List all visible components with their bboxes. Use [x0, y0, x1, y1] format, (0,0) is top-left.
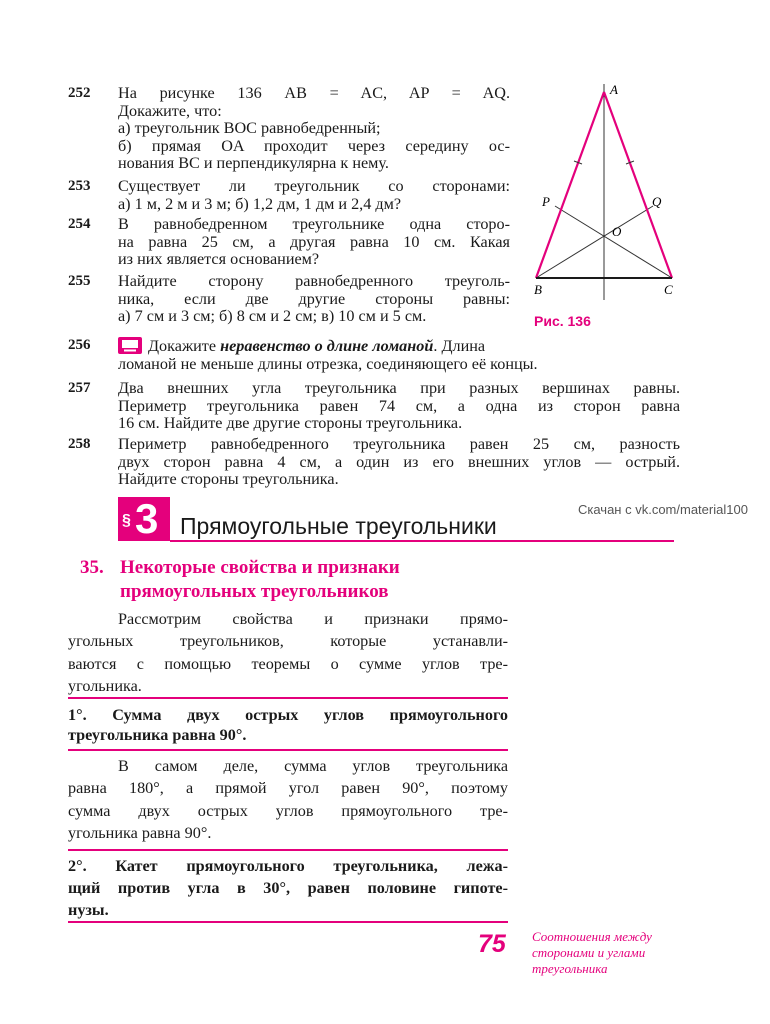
- chapter-badge: [118, 497, 170, 541]
- property-line: Сумма двух острых углов прямоугольного: [112, 706, 509, 724]
- problem-tail: . Длина: [433, 337, 486, 355]
- property-line: нузы.: [68, 901, 109, 919]
- figure-136: [522, 78, 692, 333]
- chapter-sign: §: [122, 512, 131, 529]
- paragraph-line: угольника.: [68, 677, 142, 696]
- problem-line: Найдите сторону равнобедренного треуголь-: [118, 273, 510, 290]
- problem-number: 252: [68, 85, 91, 101]
- problem-lead: Докажите: [148, 337, 221, 355]
- problem-number: 257: [68, 380, 91, 396]
- problem-line: на равна 25 см, а другая равна 10 см. Какая: [118, 233, 510, 251]
- property-line: Катет прямоугольного треугольника, лежа-: [115, 857, 508, 875]
- problem-line: двух сторон равна 4 см, а один из его внешних углов — острый.: [118, 453, 680, 471]
- problem-line: Два внешних угла треугольника при разных вершинах равны.: [118, 380, 680, 397]
- problem-256: [68, 337, 680, 373]
- problem-number: 254: [68, 216, 91, 232]
- problem-line: нования BC и перпендикулярна к нему.: [118, 155, 389, 173]
- paragraph-line: равна 180°, а прямой угол равен 90°, поэтому: [68, 779, 508, 798]
- problem-253: [68, 178, 510, 213]
- paragraph-line: сумма двух острых углов прямоугольного тре-: [68, 801, 508, 820]
- running-title-line: треугольника: [532, 961, 608, 976]
- problem-257: [68, 380, 680, 433]
- section-rule: [68, 849, 508, 851]
- watermark: Скачан с vk.com/material100: [578, 502, 748, 517]
- section-heading: [80, 556, 400, 604]
- label-q: Q: [652, 194, 662, 209]
- paragraph-line: ваются с помощью теоремы о сумме углов тре-: [68, 654, 508, 673]
- label-p: P: [542, 194, 550, 209]
- section-title-line: Некоторые свойства и признаки: [120, 557, 400, 578]
- section-rule: [68, 749, 508, 751]
- problem-line: б) прямая OA проходит через середину ос-: [118, 137, 510, 155]
- segment-bq: [536, 206, 653, 278]
- problem-line: а) 7 см и 3 см; б) 8 см и 2 см; в) 10 см и 5 см.: [118, 308, 427, 326]
- chapter-rule: [170, 540, 674, 542]
- problem-number: 255: [68, 273, 91, 289]
- problem-line: а) 1 м, 2 м и 3 м; б) 1,2 дм, 1 дм и 2,4 дм?: [118, 195, 402, 213]
- problem-line: из них является основанием?: [118, 251, 320, 269]
- page-number: 75: [478, 930, 506, 958]
- chapter-title: Прямоугольные треугольники: [180, 513, 497, 539]
- section-rule: [68, 921, 508, 923]
- problem-line: Периметр треугольника равен 74 см, а одна из сторон равна: [118, 397, 680, 415]
- chapter-number: 3: [135, 495, 159, 542]
- problem-line: Докажите, что:: [118, 102, 222, 120]
- problem-number: 253: [68, 178, 91, 194]
- property-2: [68, 855, 508, 921]
- problem-254: [68, 216, 510, 269]
- computer-icon: [118, 337, 142, 354]
- property-label: 1°.: [68, 706, 87, 724]
- problem-line: Найдите стороны треугольника.: [118, 471, 339, 489]
- problem-line: На рисунке 136 AB = AC, AP = AQ.: [118, 85, 510, 102]
- property-line: треугольника равна 90°.: [68, 726, 247, 744]
- emphasis-term: неравенство о длине ломаной: [220, 337, 434, 355]
- running-title: [532, 929, 652, 977]
- problem-line: Существует ли треугольник со сторонами:: [118, 178, 510, 195]
- side-ab: [536, 92, 604, 278]
- segment-cp: [555, 206, 672, 278]
- paragraph-line: В самом деле, сумма углов треугольника: [118, 757, 508, 775]
- section-rule: [68, 697, 508, 699]
- problem-252: [68, 85, 510, 173]
- figure-caption: Рис. 136: [534, 313, 591, 329]
- problem-line: а) треугольник BOC равнобедренный;: [118, 120, 381, 138]
- paragraph-line: угольника равна 90°.: [68, 824, 212, 843]
- section-number: 35.: [80, 557, 104, 578]
- running-title-line: сторонами и углами: [532, 945, 646, 960]
- problem-258: [68, 436, 680, 489]
- property-line: щий против угла в 30°, равен половине гипоте-: [68, 879, 508, 897]
- paragraph-line: Рассмотрим свойства и признаки прямо-: [118, 610, 508, 628]
- running-title-line: Соотношения между: [532, 929, 652, 944]
- label-a: A: [610, 82, 618, 97]
- problem-line: В равнобедренном треугольнике одна сторо-: [118, 216, 510, 233]
- paragraph-line: угольных треугольников, которые устанавли-: [68, 632, 508, 651]
- label-o: O: [612, 224, 622, 239]
- label-c: C: [664, 282, 673, 297]
- problem-line: ника, если две другие стороны равны:: [118, 290, 510, 308]
- section-title-line: прямоугольных треугольников: [120, 581, 389, 602]
- intro-paragraph: [68, 608, 508, 698]
- side-ac: [604, 92, 672, 278]
- problem-line: Периметр равнобедренного треугольника равен 25 см, разность: [118, 436, 680, 453]
- proof-paragraph: [68, 755, 508, 845]
- problem-number: 258: [68, 436, 91, 452]
- property-label: 2°.: [68, 857, 87, 875]
- problem-255: [68, 273, 510, 326]
- problem-line: ломаной не меньше длины отрезка, соединяющего её концы.: [118, 355, 538, 373]
- property-1: [68, 705, 508, 745]
- label-b: B: [534, 282, 542, 297]
- problem-line: 16 см. Найдите две другие стороны треугольника.: [118, 415, 463, 433]
- problem-number: 256: [68, 337, 91, 353]
